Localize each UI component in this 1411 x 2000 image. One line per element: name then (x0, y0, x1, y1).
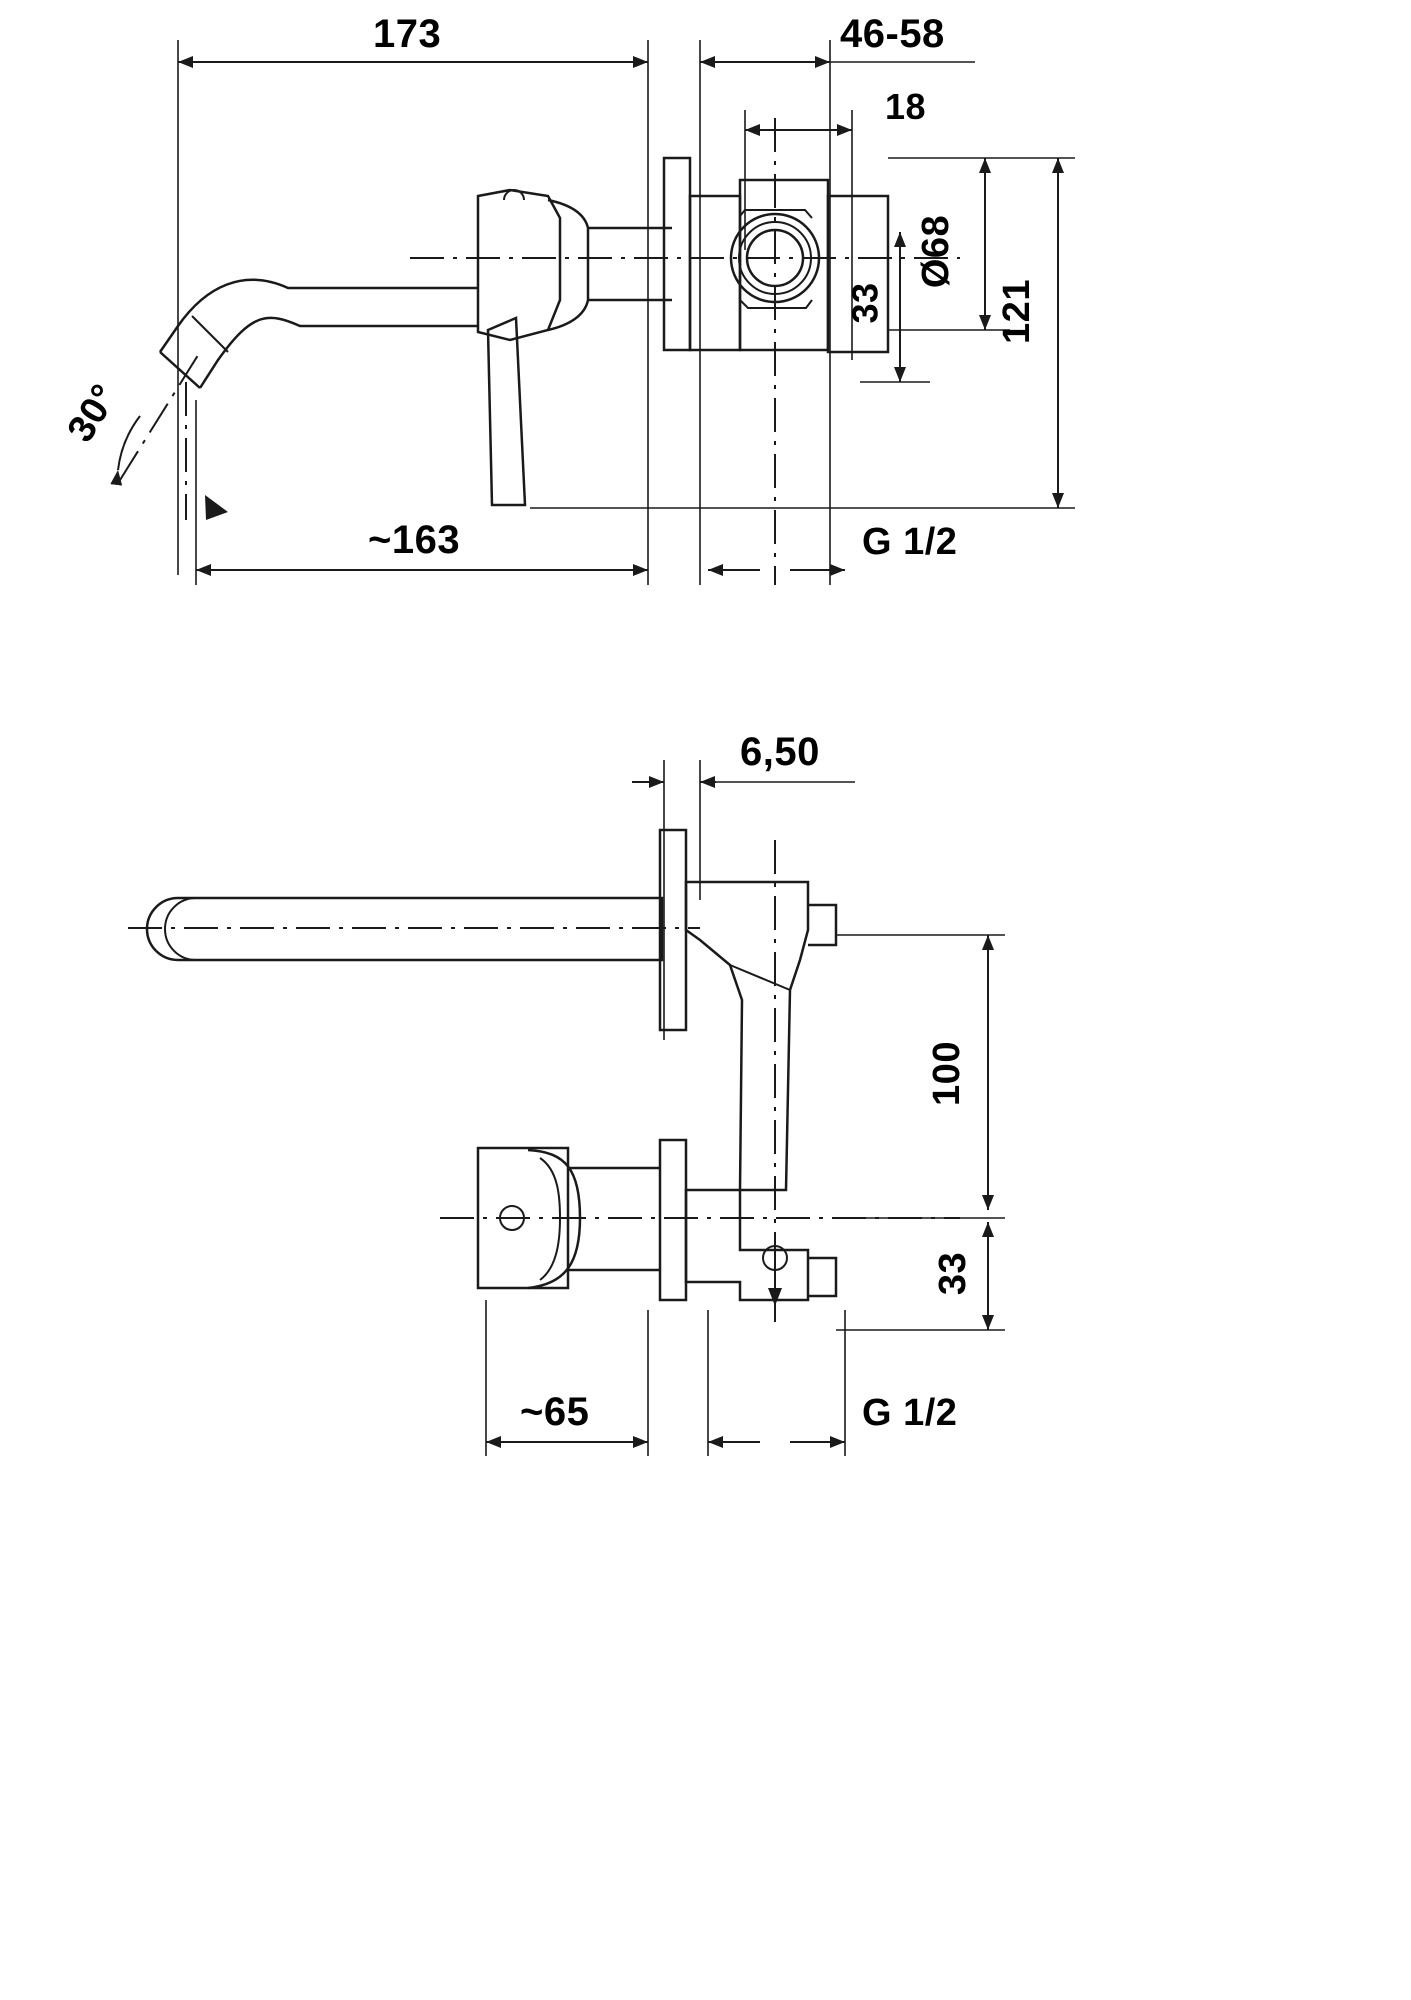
dim-label-axis-to-inlet-front: 33 (932, 1251, 975, 1296)
dim-label-connection-thread-top: G 1/2 (862, 521, 958, 563)
dim-label-plate-thickness: 6,50 (740, 730, 820, 774)
dim-label-rosette-diameter: Ø68 (915, 214, 958, 289)
dim-label-inlet-offset: 18 (885, 86, 927, 127)
dim-label-spout-to-axis: 100 (925, 1041, 968, 1106)
dim-label-spout-projection: 173 (373, 12, 442, 56)
dim-label-outlet-angle: 30° (59, 377, 127, 450)
dim-label-handle-width-approx: ~65 (520, 1390, 590, 1434)
dim-label-body-height: 121 (995, 279, 1038, 344)
dim-label-spout-reach-approx: ~163 (368, 518, 461, 562)
dim-label-connection-thread-front: G 1/2 (862, 1392, 958, 1434)
dim-label-wall-plate-depth: 46-58 (840, 12, 945, 56)
dim-label-axis-to-inlet: 33 (844, 282, 886, 324)
